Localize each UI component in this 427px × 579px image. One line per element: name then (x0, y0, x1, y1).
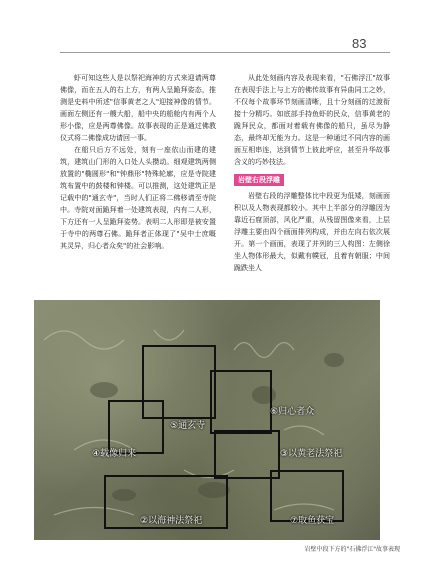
label-tongxuan: ⑤通玄寺 (170, 421, 206, 431)
label-guixin: ⑥归心者众 (270, 407, 315, 417)
paragraph: 虾可知这些人是以祭祀海神的方式来迎请两尊佛像，而在五人的右上方，有两人呈跪拜姿态，推测是史料中所述"信事黄老之人"迎接神像的情节。画面左侧还有一艘大船，船中央的船舱内有两个人形小像，应是两尊佛像。故事表现的正是通过佛教仪式将二佛像成功请回一事。 (60, 74, 216, 142)
paragraph: 在船只后方不远处，刻有一座依山而建的建筑，建筑山门形的入口处人头攒动。细观建筑两侧放置的"椭圆形"和"钟鼎形"特殊轮廓，应是寺院建筑布置中的鼓楼和钟楼。可以推测，这处建筑正是记载中的"通玄寺"，当时人们正将二佛移请至寺院中。寺院对面跪拜着一处建筑表现，内有二人形，下方还有一人呈跪拜姿势。表明二人形即是被安置于寺中的两尊石佛。跪拜者正体现了"吴中士庶嘅其灵异，归心者众矣"的社会影响。 (60, 146, 216, 250)
label-quyu: ⑦取鱼获宝 (290, 516, 335, 526)
section-title: 岩壁右段浮雕 (234, 174, 284, 186)
right-column (234, 72, 390, 274)
paragraph: 岩壁右段的浮雕整体比中段更为低矮，刻画面积以及人物表现都较小。其中上半部分的浮雕因为靠近石窟顶部，风化严重，从残留图像来看，上层浮雕主要由四个画面排列构成，并由左向右依次展开。第一个画面，表现了并列的三人构图：左侧徐坐人物体形最大，似戴有幞冠，且着有朝服；中间跪跌坐人 (234, 192, 390, 272)
figure-caption: 岩壁中段下方的"石佛浮江"故事表现 (304, 546, 400, 553)
left-column (60, 72, 216, 252)
header-divider (60, 52, 390, 53)
label-haishen: ②以海神法祭祀 (140, 516, 203, 526)
label-zaixiang: ④载像归来 (92, 449, 137, 459)
frame-worshippers (210, 370, 272, 434)
label-huanglao: ③以黄老法祭祀 (280, 449, 343, 459)
paragraph: 从此处刻画内容及表现来看，"石佛浮江"故事在表现手法上与上方的佛传故事有异曲同工之妙，不仅每个故事环节刻画清晰，且十分刻画的过渡衔接十分精巧。如底部手持鱼虾的民众，信事黄老的跪拜民众，都面对着载有佛像的船只，虽尽为静态，最终却无能为力。这是一种通过不同内容的画面互相串连，达到情节上彼此呼应，甚至升华故事含义的巧妙技法。 (234, 74, 390, 166)
page-number: 83 (352, 36, 367, 51)
relief-photo (34, 300, 380, 540)
